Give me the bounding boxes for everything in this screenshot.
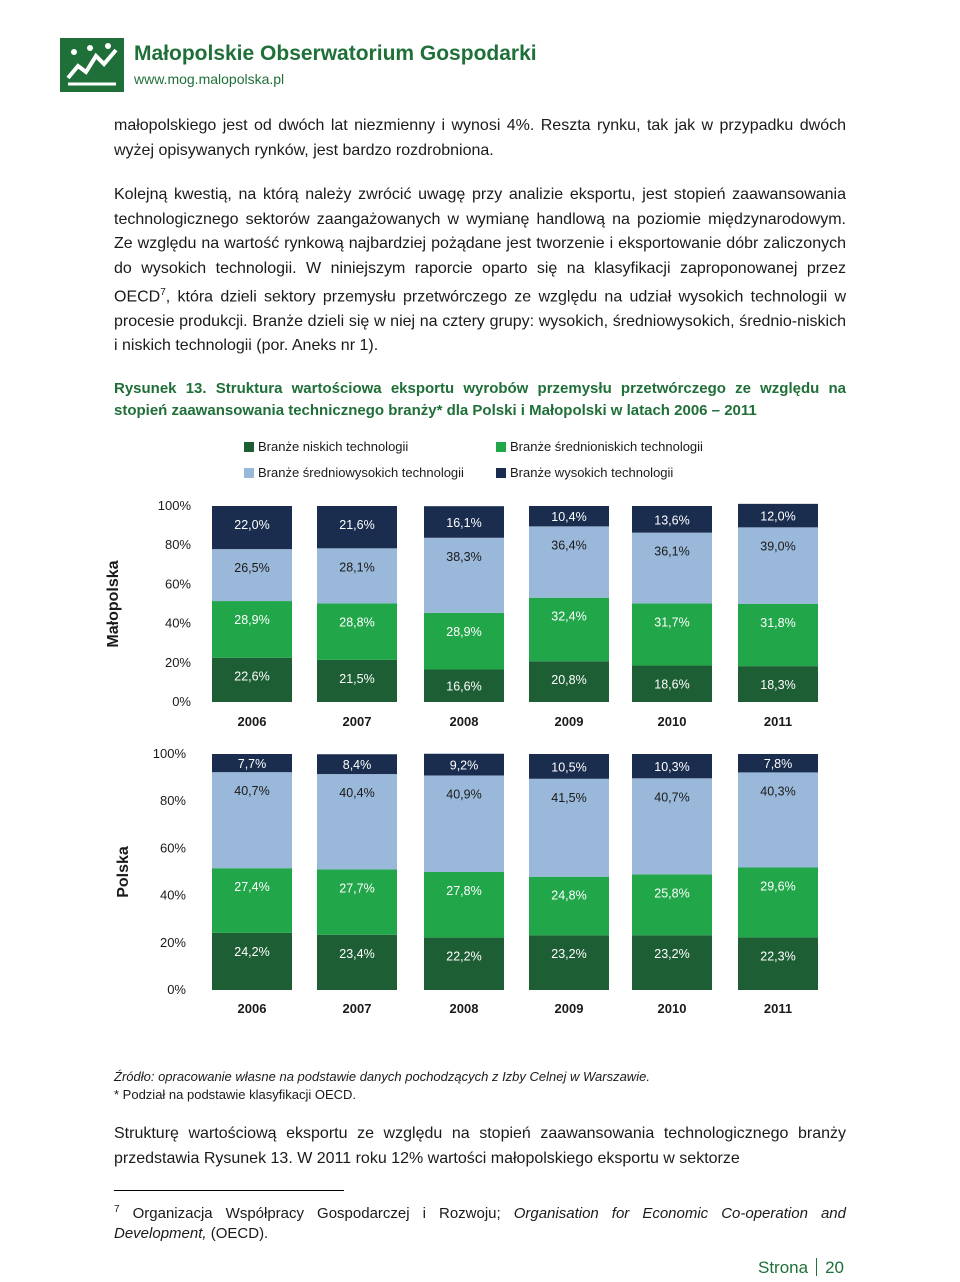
data-label: 24,2% <box>234 944 270 959</box>
bar-segment <box>317 935 397 990</box>
data-label: 27,7% <box>339 881 375 896</box>
data-label: 23,4% <box>339 946 375 961</box>
brand-url[interactable]: www.mog.malopolska.pl <box>134 71 285 87</box>
bar-segment <box>529 526 609 597</box>
panel-label: Małopolska <box>105 560 122 648</box>
data-label: 18,3% <box>760 678 796 693</box>
bar-segment <box>632 603 712 665</box>
legend-swatch <box>244 468 254 478</box>
paragraph-2-part-b: , która dzieli sektory przemysłu przetwórczego ze względu na udział wysokich technologii w procesie produkcji. Branże dzieli się w niej na cztery grupy: wysokich, średniowysokich, średnio-niskich i niskich technologii (por. Aneks nr 1). <box>114 288 846 355</box>
data-label: 41,5% <box>551 790 587 805</box>
data-label: 29,6% <box>760 879 796 894</box>
data-label: 36,4% <box>551 538 587 553</box>
paragraph-2-part-a: Kolejną kwestią, na którą należy zwrócić uwagę przy analizie eksportu, jest stopień zaawansowania technologicznego sektorów zaangażowanych w wymianę handlową na poziomie międzynarodowym. Ze względu na wartość rynkową najbardziej pożądane jest tworzenie i eksportowanie dóbr zaliczonych do wysokich technologii. W niniejszym raporcie oparto się na klasyfikacji zaproponowanej przez OECD <box>114 186 846 306</box>
data-label: 22,3% <box>760 949 796 964</box>
x-tick-label: 2008 <box>449 714 479 729</box>
data-label: 32,4% <box>551 609 587 624</box>
bar-segment <box>212 868 292 933</box>
bar-segment <box>738 604 818 666</box>
data-label: 28,1% <box>339 560 375 575</box>
y-tick-label: 20% <box>159 934 186 950</box>
data-label: 27,4% <box>234 880 270 895</box>
y-tick-label: 0% <box>167 982 186 997</box>
data-label: 16,1% <box>446 515 482 530</box>
data-label: 16,6% <box>446 679 482 694</box>
stacked-bar-chart <box>0 430 960 1060</box>
mog-logo <box>60 38 124 92</box>
data-label: 28,9% <box>234 613 270 628</box>
page-number-value: 20 <box>825 1258 844 1277</box>
paragraph-3: Strukturę wartościową eksportu ze względu na stopień zaawansowania technologicznego branży przedstawia Rysunek 13. W 2011 roku 12% wartości małopolskiego eksportu w sektorze <box>114 1125 846 1167</box>
data-label: 12,0% <box>760 509 796 524</box>
data-label: 23,2% <box>551 947 587 962</box>
page-separator <box>816 1258 817 1276</box>
bar-segment <box>529 935 609 990</box>
data-label: 18,6% <box>654 677 690 692</box>
data-label: 10,3% <box>654 760 690 775</box>
x-tick-label: 2008 <box>449 1001 479 1016</box>
data-label: 7,8% <box>763 757 793 772</box>
footnote-divider <box>114 1190 344 1191</box>
panel-label: Polska <box>115 846 132 898</box>
data-label: 28,9% <box>446 624 482 639</box>
footnote-text-italic: Organisation for Economic Co-operation and Development, <box>114 1205 846 1242</box>
bar-segment <box>317 548 397 603</box>
bar-segment <box>424 938 504 990</box>
data-label: 24,8% <box>551 888 587 903</box>
x-tick-label: 2009 <box>554 714 584 729</box>
data-label: 26,5% <box>234 561 270 576</box>
x-tick-label: 2011 <box>763 1001 793 1016</box>
bar-segment <box>632 533 712 604</box>
data-label: 7,7% <box>237 757 267 772</box>
y-tick-label: 60% <box>164 576 191 592</box>
footnote <box>114 1200 846 1244</box>
data-label: 27,8% <box>446 884 482 898</box>
data-label: 10,4% <box>551 510 587 525</box>
data-label: 22,0% <box>234 518 270 532</box>
data-label: 8,4% <box>342 758 372 773</box>
legend-label: Branże wysokich technologii <box>510 465 674 480</box>
legend-swatch <box>496 442 506 452</box>
y-tick-label: 80% <box>159 793 186 809</box>
bar-segment <box>529 598 609 662</box>
legend-swatch <box>496 468 506 478</box>
y-tick-label: 100% <box>157 498 191 513</box>
bar-segment <box>212 601 292 658</box>
data-label: 28,8% <box>339 615 375 630</box>
y-tick-label: 0% <box>172 694 191 709</box>
data-label: 20,8% <box>551 673 587 688</box>
legend-label: Branże średnioniskich technologii <box>510 439 703 454</box>
y-tick-label: 20% <box>164 654 191 670</box>
data-label: 31,8% <box>760 615 796 630</box>
source-note: * Podział na podstawie klasyfikacji OECD. <box>114 1087 357 1102</box>
data-label: 22,2% <box>446 949 482 964</box>
x-tick-label: 2010 <box>657 714 687 729</box>
figure-source <box>114 1068 846 1104</box>
legend-swatch <box>244 442 254 452</box>
y-tick-label: 60% <box>159 840 186 856</box>
y-tick-label: 40% <box>164 615 191 631</box>
bar-segment <box>738 868 818 938</box>
x-tick-label: 2011 <box>763 714 793 729</box>
data-label: 23,2% <box>654 947 690 962</box>
data-label: 31,7% <box>654 615 690 630</box>
x-tick-label: 2010 <box>657 1001 687 1016</box>
logo-graphic <box>60 38 124 92</box>
data-label: 40,7% <box>654 790 690 805</box>
footnote-number: 7 <box>114 1204 120 1215</box>
page-header <box>60 38 920 98</box>
x-tick-label: 2007 <box>342 714 372 729</box>
bar-segment <box>632 935 712 990</box>
figure-chart <box>0 430 960 1065</box>
bar-segment <box>424 613 504 670</box>
x-tick-label: 2006 <box>237 1001 267 1016</box>
bar-segment <box>317 603 397 659</box>
bar-segment <box>738 937 818 990</box>
x-tick-label: 2006 <box>237 714 267 729</box>
data-label: 36,1% <box>654 544 690 559</box>
legend-label: Branże niskich technologii <box>258 439 409 454</box>
data-label: 25,8% <box>654 886 690 901</box>
figure-caption: Rysunek 13. Struktura wartościowa eksportu wyrobów przemysłu przetwórczego ze względu na stopień zaawansowania technicznego branży* dla Polski i Małopolski w latach 2006 – 2011 <box>114 380 846 419</box>
x-tick-label: 2009 <box>554 1001 584 1016</box>
y-tick-label: 100% <box>152 746 186 761</box>
data-label: 40,3% <box>760 784 796 799</box>
data-label: 40,4% <box>339 786 375 801</box>
bar-segment <box>529 877 609 936</box>
data-label: 13,6% <box>654 513 690 528</box>
data-label: 22,6% <box>234 669 270 684</box>
y-tick-label: 40% <box>159 887 186 903</box>
bar-segment <box>212 933 292 990</box>
data-label: 38,3% <box>446 549 482 564</box>
data-label: 21,5% <box>339 671 375 686</box>
paragraph-2 <box>114 183 846 359</box>
bar-segment <box>424 872 504 938</box>
footnote-text: Organizacja Współpracy Gospodarczej i Rozwoju; <box>132 1205 514 1222</box>
data-label: 39,0% <box>760 539 796 554</box>
footnote-ref: 7 <box>160 287 166 298</box>
data-label: 40,7% <box>234 784 270 799</box>
brand-title: Małopolskie Obserwatorium Gospodarki <box>134 42 537 65</box>
page-number <box>758 1258 844 1278</box>
legend-label: Branże średniowysokich technologii <box>258 465 464 480</box>
y-tick-label: 80% <box>164 537 191 553</box>
data-label: 21,6% <box>339 518 375 532</box>
bar-segment <box>632 874 712 935</box>
footnote-text-end: (OECD). <box>206 1225 269 1242</box>
data-label: 10,5% <box>551 760 587 775</box>
source-line: Źródło: opracowanie własne na podstawie danych pochodzących z Izby Celnej w Warszawie. <box>114 1069 650 1084</box>
paragraph-1: małopolskiego jest od dwóch lat niezmienny i wynosi 4%. Reszta rynku, tak jak w przypadku dwóch wyżej opisywanych rynków, jest bardzo rozdrobniona. <box>114 117 846 159</box>
data-label: 9,2% <box>449 758 479 773</box>
data-label: 40,9% <box>446 787 482 802</box>
x-tick-label: 2007 <box>342 1001 372 1016</box>
bar-segment <box>317 869 397 934</box>
page-label: Strona <box>757 1258 809 1277</box>
